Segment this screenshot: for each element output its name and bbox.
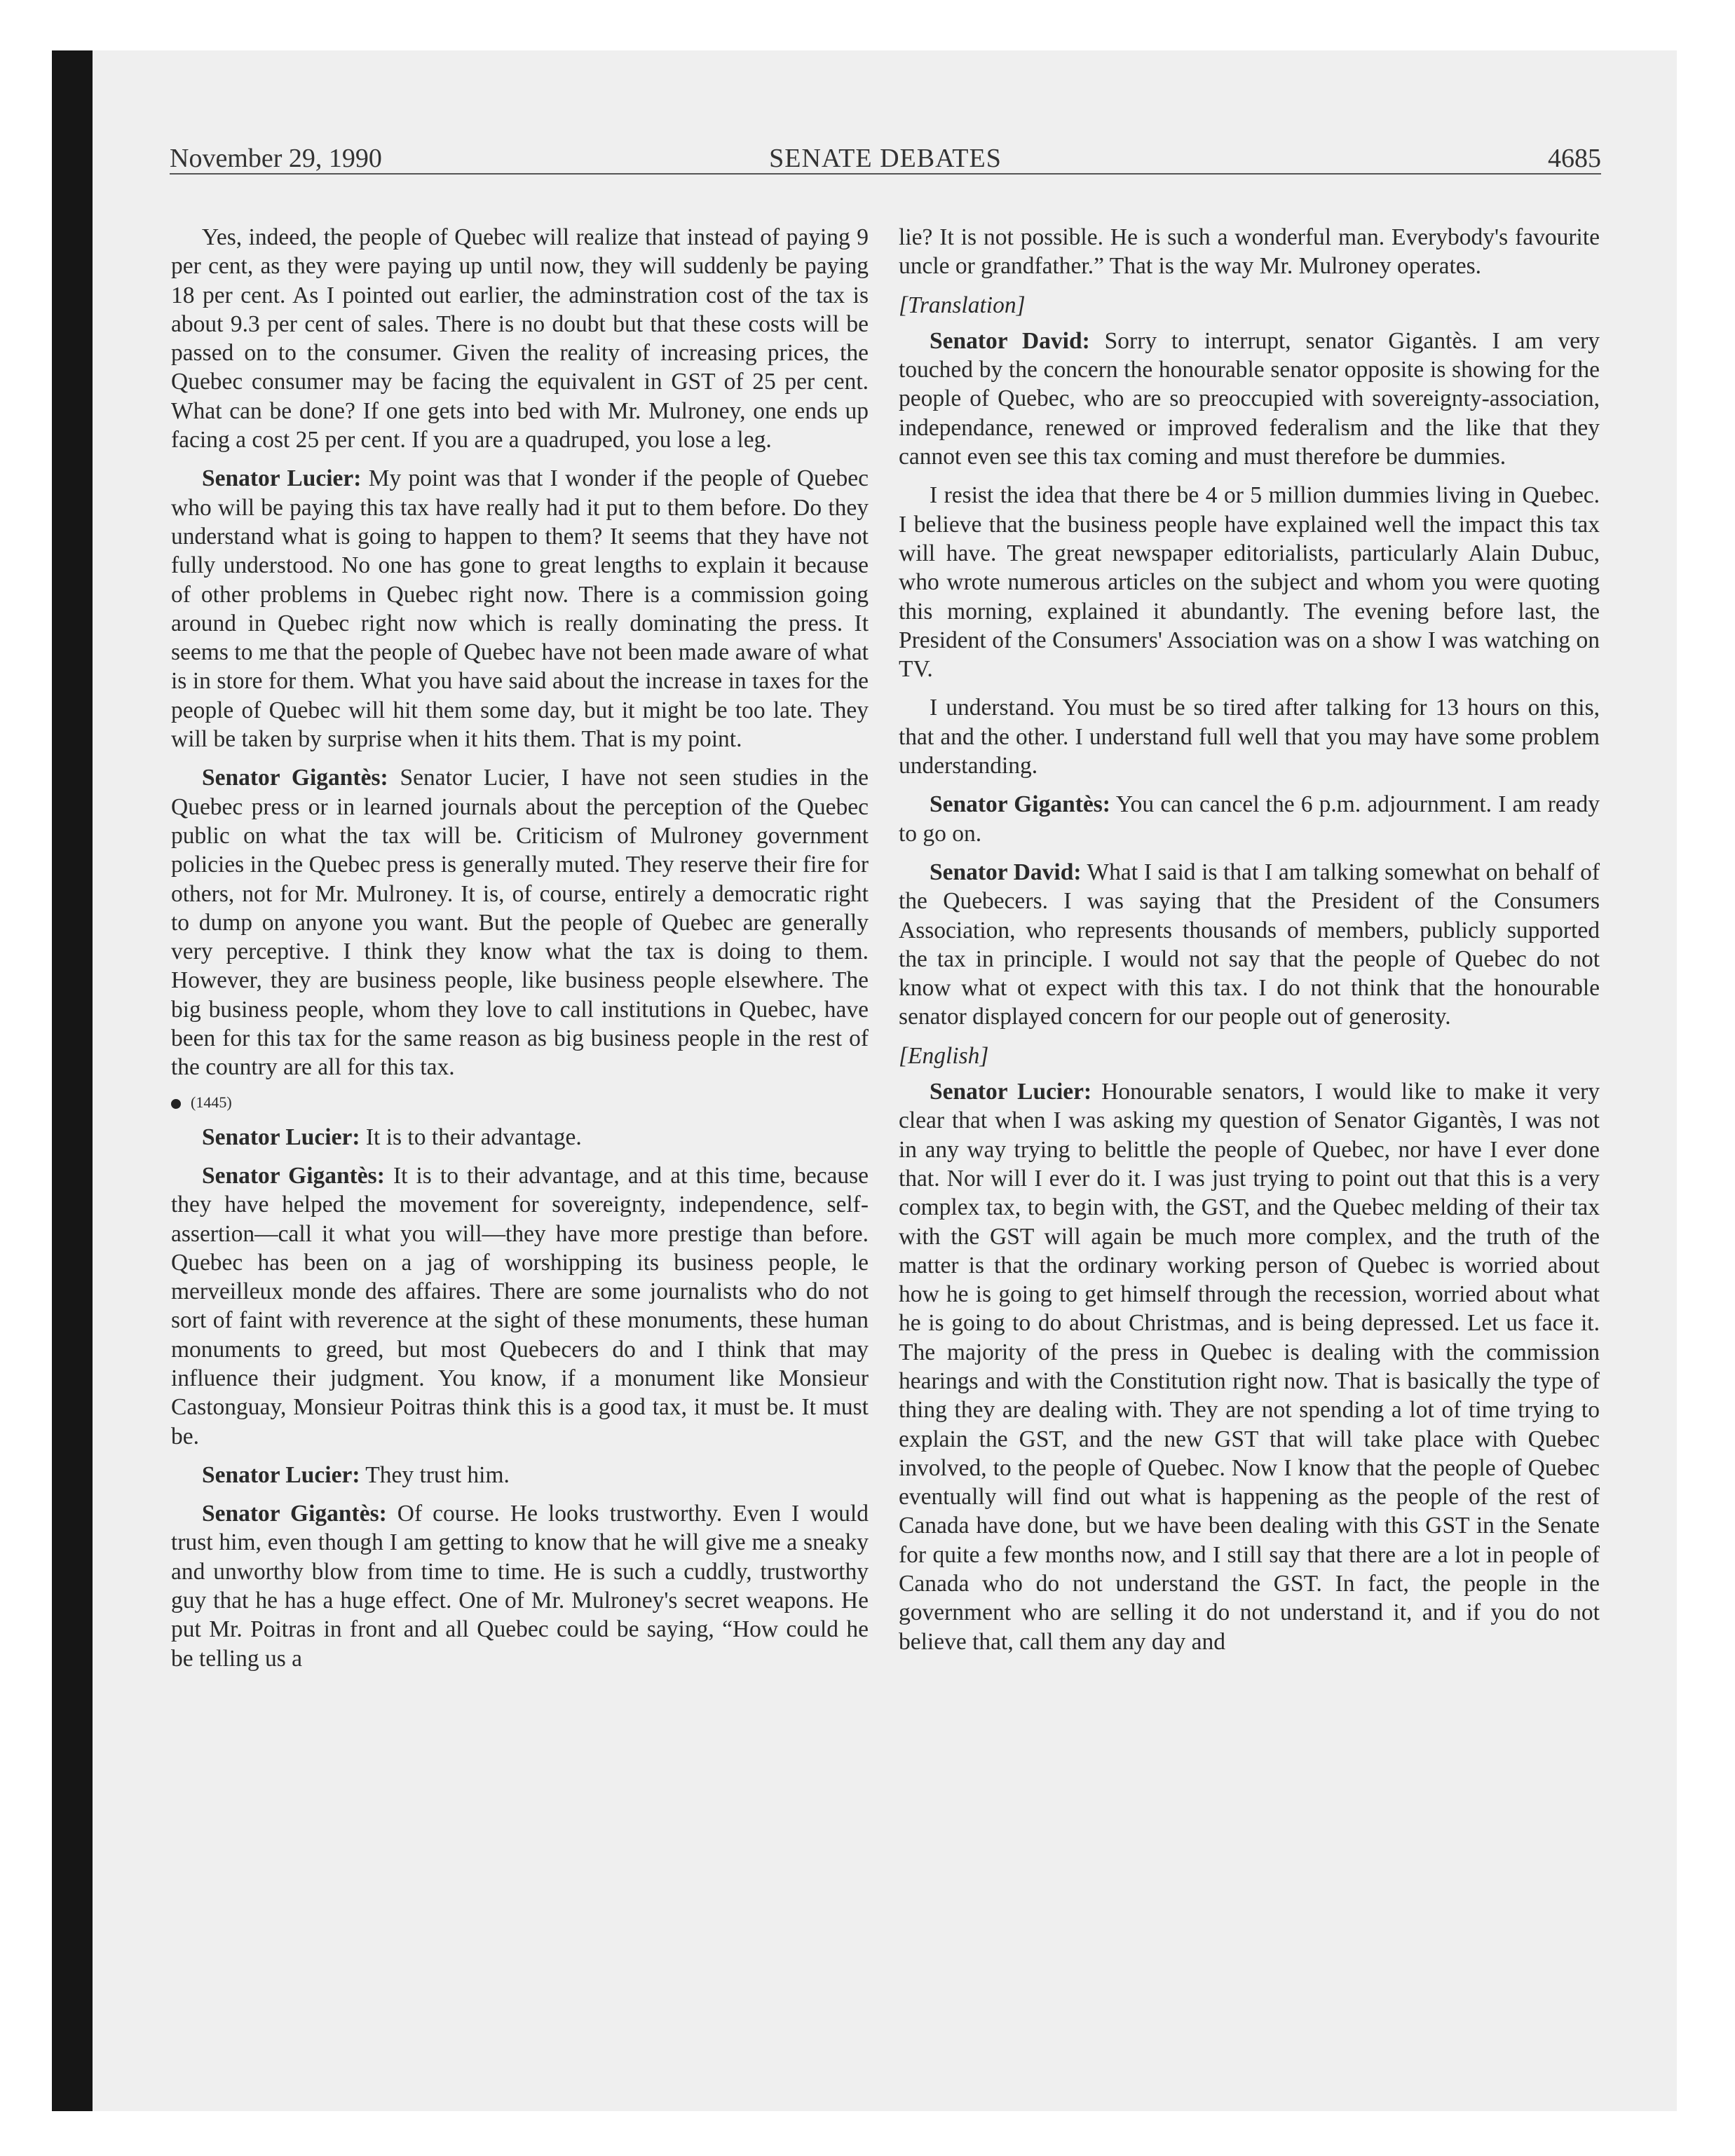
paragraph: lie? It is not possible. He is such a wonderful man. Everybody's favourite uncle or grandfather.” That is the way Mr. Mulroney operates. (899, 224, 1600, 280)
bullet-icon (171, 1099, 181, 1109)
speech-text: It is to their advantage. (360, 1124, 582, 1150)
paragraph (171, 763, 869, 1082)
scan-edge (52, 50, 93, 2111)
speech-text: My point was that I wonder if the people of Quebec who will be paying this tax have really had it put to them before. Do they understand what is going to happen to them? It seems that they have not fully understood. No one has gone to great lengths to explain it because of other problems in Quebec right now. There is a commission going around in Quebec right now which is really dominating the press. It seems to me that the people of Quebec have not been made aware of what is in store for them. What you have said about the increase in taxes for the people of Quebec will hit them some day, but it might be too late. They will be taken by surprise when it hits them. That is my point. (171, 465, 869, 753)
speech-text: Senator Lucier, I have not seen studies in the Quebec press or in learned journals about the perception of the Quebec public on what the tax will be. Criticism of Mulroney government policies in the Quebec press is generally muted. They reserve their fire for others, not for Mr. Mulroney. It is, of course, entirely a democratic right to dump on anyone you want. But the people of Quebec are generally very perceptive. I think they know what the tax is doing to them. However, they are business people, like business people elsewhere. The big business people, whom they love to call institutions in Quebec, have been for this tax for the same reason as big business people in the rest of the country are all for this tax. (171, 765, 869, 1081)
speech-text: Honourable senators, I would like to make it very clear that when I was asking my question of Senator Gigantès, I was not in any way trying to belittle the people of Quebec, nor have I ever done that. Nor will I ever do it. I was just trying to point out that this is a very complex tax, to begin with, the GST, and the Quebec melding of their tax with the GST will again be much more complex, and the truth of the matter is that the ordinary working person of Quebec is worried about how he is going to get himself through the recession, worried about what he is going to do about Christmas, and is being depressed. Let us face it. The majority of the press in Quebec is dealing with the commission hearings and with the Constitution right now. That is basically the type of thing they are dealing with. They are not spending a lot of time trying to explain the GST, and the new GST that will take place with Quebec involved, to the people of Quebec. Now I know that the people of Quebec eventually will find out what is happening as the people of the rest of Canada have done, but we have been dealing with this GST in the Senate for quite a few months now, and I still say that there are a lot in people of Canada who do not understand the GST. In fact, the people in the government who are selling it do not understand it, and if you do not believe that, call them any day and (899, 1079, 1600, 1655)
right-column (899, 223, 1600, 1666)
running-header (170, 137, 1601, 174)
language-marker: [Translation] (899, 292, 1026, 318)
paragraph (899, 790, 1600, 848)
paragraph (171, 1123, 869, 1152)
paragraph (171, 1161, 869, 1451)
paragraph (171, 1461, 869, 1489)
speech-text: What I said is that I am talking somewhat on behalf of the Quebecers. I was saying that the President of the Consumers Association, who represents thousands of members, publicly supported the tax in principle. I would not say that the people of Quebec do not know what ot expect with this tax. I do not think that the honourable senator displayed concern for our people out of generosity. (899, 859, 1600, 1030)
page-number: 4685 (1548, 144, 1601, 173)
speaker-name: Senator Lucier: (202, 1124, 360, 1150)
paragraph (171, 464, 869, 753)
speaker-name: Senator Gigantès: (202, 1501, 387, 1527)
speaker-name: Senator David: (930, 327, 1090, 354)
speech-text: Of course. He looks trustworthy. Even I would trust him, even though I am getting to know that he will give me a sneaky and unworthy blow from time to time. He is such a cuddly, trustworthy guy that he has a huge effect. One of Mr. Mulroney's secret weapons. He put Mr. Poitras in front and all Quebec could be saying, “How could he be telling us a (171, 1501, 869, 1672)
paragraph (899, 1077, 1600, 1656)
language-marker: [English] (899, 1042, 989, 1069)
timestamp: (1445) (191, 1093, 232, 1111)
speech-text: Sorry to interrupt, senator Gigantès. I am very touched by the concern the honourable senator opposite is showing for the people of Quebec, who are so preoccupied with sovereignty-association, independance, renewed or improved federalism and the like that they cannot even see this tax coming and must therefore be dummies. (899, 327, 1600, 470)
paragraph (899, 327, 1600, 471)
left-column (171, 223, 869, 1683)
paragraph: I resist the idea that there be 4 or 5 million dummies living in Quebec. I believe that the business people have explained well the impact this tax will have. The great newspaper editorialists, particularly Alain Dubuc, who wrote numerous articles on the subject and whom you were quoting this morning, explained it abundantly. The evening before last, the President of the Consumers' Association was on a show I was watching on TV. (899, 482, 1600, 683)
header-rule (170, 173, 1601, 175)
paragraph (171, 1499, 869, 1673)
speaker-name: Senator Gigantès: (930, 791, 1110, 818)
speaker-name: Senator Lucier: (930, 1079, 1092, 1105)
timestamp-marker (171, 1092, 869, 1113)
speaker-name: Senator Lucier: (202, 465, 362, 492)
speaker-name: Senator Gigantès: (202, 1162, 385, 1189)
paragraph: Yes, indeed, the people of Quebec will realize that instead of paying 9 per cent, as they were paying up until now, they will suddenly be paying 18 per cent. As I pointed out earlier, the adminstration cost of the tax is about 9.3 per cent of sales. There is no doubt but that these costs will be passed on to the consumer. Given the reality of increasing prices, the Quebec consumer may be facing the equivalent in GST of 25 per cent. What can be done? If one gets into bed with Mr. Mulroney, one ends up facing a cost 25 per cent. If you are a quadruped, you lose a leg. (171, 224, 869, 453)
speech-text: It is to their advantage, and at this time, because they have helped the movement for sovereignty, independence, self-assertion—call it what you will—they have more prestige than before. Quebec has been on a jag of worshipping its business people, le merveilleux monde des affaires. There are some journalists who do not sort of faint with reverence at the sight of these monuments, these human monuments to greed, but most Quebecers do and I think that may influence their judgment. You know, if a monument like Monsieur Castonguay, Monsieur Poitras think this is a good tax, it must be. It must be. (171, 1162, 869, 1449)
paragraph: I understand. You must be so tired after talking for 13 hours on this, that and the other. I understand full well that you may have some problem understanding. (899, 695, 1600, 779)
speaker-name: Senator Gigantès: (202, 765, 388, 791)
speech-text: They trust him. (360, 1461, 510, 1488)
header-title: SENATE DEBATES (769, 144, 1002, 173)
speech-text: You can cancel the 6 p.m. adjournment. I am ready to go on. (899, 791, 1600, 847)
paragraph (899, 858, 1600, 1032)
header-date: November 29, 1990 (170, 144, 382, 173)
speaker-name: Senator David: (930, 859, 1082, 885)
speaker-name: Senator Lucier: (202, 1461, 360, 1488)
